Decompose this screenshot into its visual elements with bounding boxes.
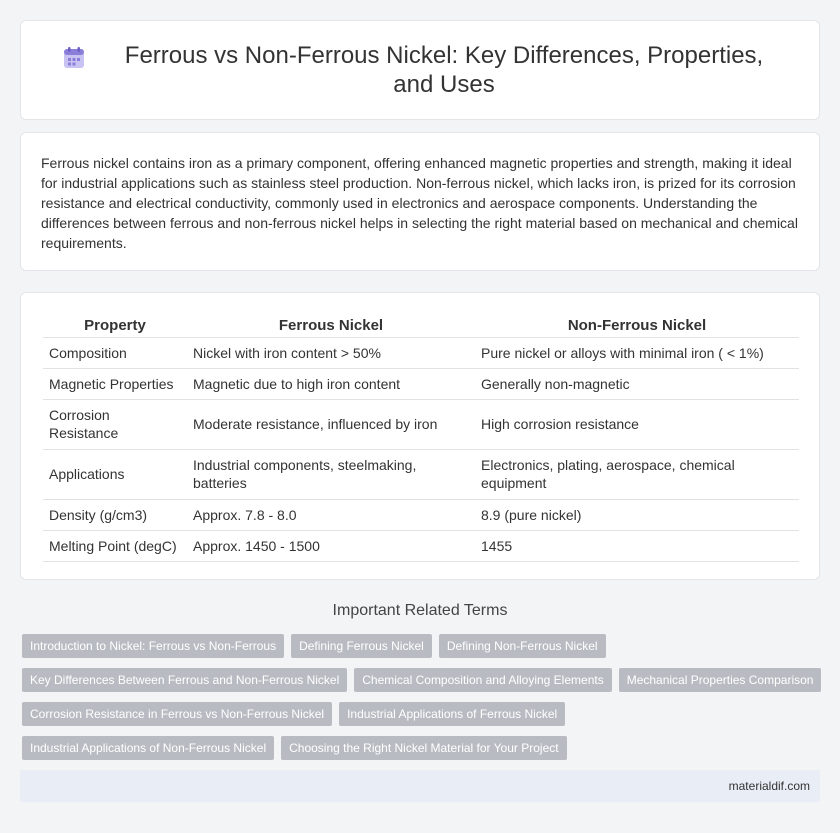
table-header-row bbox=[43, 315, 799, 337]
intro-card bbox=[20, 132, 820, 271]
cell-non-ferrous: Electronics, plating, aerospace, chemical equipment bbox=[475, 449, 799, 499]
cell-non-ferrous: 1455 bbox=[475, 530, 799, 561]
comparison-table bbox=[43, 315, 799, 562]
cell-non-ferrous: 8.9 (pure nickel) bbox=[475, 499, 799, 530]
footer-site-name: materialdif.com bbox=[728, 779, 810, 793]
table-row bbox=[43, 530, 799, 561]
cell-ferrous: Industrial components, steelmaking, batteries bbox=[187, 449, 475, 499]
table-row bbox=[43, 449, 799, 499]
cell-property: Composition bbox=[43, 337, 187, 368]
intro-text: Ferrous nickel contains iron as a primary component, offering enhanced magnetic properties and strength, making it ideal for industrial applications such as stainless steel production. Non-ferrous nickel, which lacks iron, is prized for its corrosion resistance and electrical conductivity, commonly used in electronics and aerospace components. Understanding the differences between ferrous and non-ferrous nickel helps in selecting the right material based on mechanical and chemical requirements. bbox=[41, 155, 798, 251]
related-term-link[interactable]: Defining Ferrous Nickel bbox=[291, 634, 432, 658]
cell-ferrous: Nickel with iron content > 50% bbox=[187, 337, 475, 368]
cell-ferrous: Approx. 1450 - 1500 bbox=[187, 530, 475, 561]
tag-row bbox=[22, 736, 822, 760]
related-term-link[interactable]: Key Differences Between Ferrous and Non-Ferrous Nickel bbox=[22, 668, 347, 692]
cell-property: Applications bbox=[43, 449, 187, 499]
related-term-link[interactable]: Choosing the Right Nickel Material for Your Project bbox=[281, 736, 566, 760]
cell-non-ferrous: Pure nickel or alloys with minimal iron ( < 1%) bbox=[475, 337, 799, 368]
header-card bbox=[20, 20, 820, 120]
title-wrap bbox=[61, 41, 779, 99]
cell-property: Melting Point (degC) bbox=[43, 530, 187, 561]
related-term-link[interactable]: Industrial Applications of Non-Ferrous Nickel bbox=[22, 736, 274, 760]
tag-row bbox=[22, 668, 822, 692]
page-title: Ferrous vs Non-Ferrous Nickel: Key Differences, Properties, and Uses bbox=[124, 42, 764, 98]
calendar-icon bbox=[61, 45, 87, 71]
header-non-ferrous: Non-Ferrous Nickel bbox=[475, 315, 799, 337]
related-term-link[interactable]: Mechanical Properties Comparison bbox=[619, 668, 822, 692]
table-row bbox=[43, 399, 799, 449]
related-terms-tags bbox=[22, 634, 822, 770]
table-row bbox=[43, 337, 799, 368]
related-term-link[interactable]: Introduction to Nickel: Ferrous vs Non-Ferrous bbox=[22, 634, 284, 658]
table-row bbox=[43, 368, 799, 399]
cell-non-ferrous: Generally non-magnetic bbox=[475, 368, 799, 399]
header-property: Property bbox=[43, 315, 187, 337]
cell-property: Magnetic Properties bbox=[43, 368, 187, 399]
tag-row bbox=[22, 634, 822, 658]
related-term-link[interactable]: Corrosion Resistance in Ferrous vs Non-Ferrous Nickel bbox=[22, 702, 332, 726]
cell-property: Corrosion Resistance bbox=[43, 399, 187, 449]
related-terms-title: Important Related Terms bbox=[332, 602, 508, 619]
related-term-link[interactable]: Industrial Applications of Ferrous Nickel bbox=[339, 702, 565, 726]
tag-row bbox=[22, 702, 822, 726]
cell-ferrous: Moderate resistance, influenced by iron bbox=[187, 399, 475, 449]
cell-non-ferrous: High corrosion resistance bbox=[475, 399, 799, 449]
comparison-table-card bbox=[20, 292, 820, 580]
related-term-link[interactable]: Chemical Composition and Alloying Elements bbox=[354, 668, 611, 692]
table-row bbox=[43, 499, 799, 530]
cell-ferrous: Approx. 7.8 - 8.0 bbox=[187, 499, 475, 530]
related-term-link[interactable]: Defining Non-Ferrous Nickel bbox=[439, 634, 606, 658]
header-ferrous: Ferrous Nickel bbox=[187, 315, 475, 337]
cell-property: Density (g/cm3) bbox=[43, 499, 187, 530]
footer bbox=[20, 770, 820, 802]
cell-ferrous: Magnetic due to high iron content bbox=[187, 368, 475, 399]
